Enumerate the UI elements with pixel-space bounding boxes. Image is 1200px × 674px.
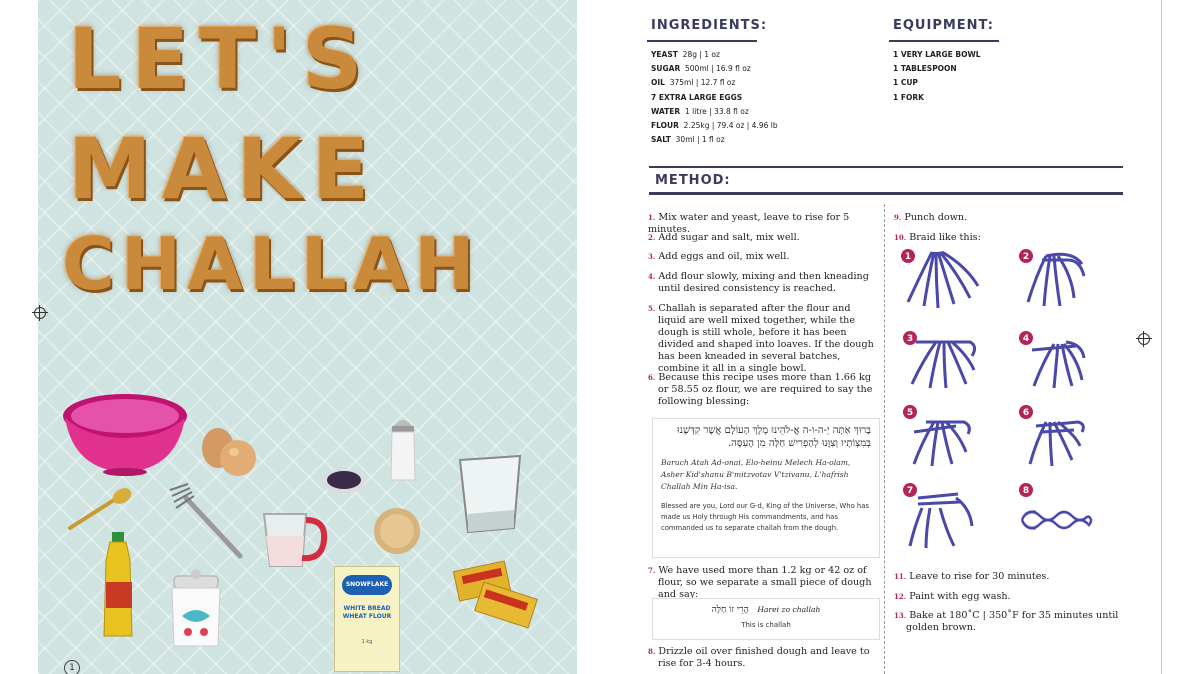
braid-number-8: 8 bbox=[1022, 486, 1030, 496]
blessing-hebrew-line-2: בְּמִצְוֹתָיו וְצִוָּנוּ לְהַפְרִישׁ חַלָּה מִן הָעִסָּה. bbox=[727, 438, 871, 449]
braid-step-1 bbox=[901, 249, 978, 308]
measuring-jug-icon bbox=[258, 506, 330, 570]
cover-panel bbox=[38, 0, 577, 674]
method-step-4: 4. Add flour slowly, mixing and then kneading until desired consistency is reached. bbox=[648, 271, 869, 294]
ingredients-rule bbox=[647, 40, 757, 42]
flour-brand: SNOWFLAKE bbox=[342, 575, 392, 595]
flour-weight: 1 kg bbox=[361, 639, 373, 645]
braid-step-3 bbox=[903, 331, 975, 388]
method-bottom-rule bbox=[649, 192, 1123, 195]
method-step-2: 2. Add sugar and salt, mix well. bbox=[648, 232, 800, 243]
method-heading: METHOD: bbox=[655, 173, 731, 188]
braid-number-7: 7 bbox=[906, 486, 914, 496]
poppy-seeds-icon bbox=[322, 468, 366, 498]
equipment-list bbox=[893, 48, 981, 105]
braid-step-7 bbox=[903, 483, 972, 548]
braid-number-3: 3 bbox=[906, 334, 914, 344]
method-step-6: 6. Because this recipe uses more than 1.66 kg or 58.55 oz flour, we are required to say the following blessing: bbox=[648, 372, 873, 407]
braid-number-6: 6 bbox=[1022, 408, 1030, 418]
method-step-7: 7. We have used more than 1.2 kg or 42 oz of flour, so we separate a small piece of dough and say: bbox=[648, 565, 872, 600]
equipment-rule bbox=[889, 40, 999, 42]
equipment-item: 1 VERY LARGE BOWL bbox=[893, 50, 981, 59]
ingredient-item: YEAST 28g | 1 oz bbox=[651, 50, 720, 59]
title-line-3: CHALLAH bbox=[62, 222, 481, 306]
method-step-5: 5. Challah is separated after the flour and liquid are well mixed together, while the dough is still whole, before it has been divided and shaped into loaves. If the dough has been kneaded in several batches, combine it all in a single bowl. bbox=[648, 303, 874, 374]
method-step-1: 1. Mix water and yeast, leave to rise for 5 minutes. bbox=[648, 212, 850, 235]
equipment-item: 1 TABLESPOON bbox=[893, 64, 957, 74]
harei-box bbox=[652, 598, 880, 640]
page-number: 1 bbox=[64, 660, 80, 674]
page-edge bbox=[1161, 0, 1162, 674]
title-line-2: MAKE bbox=[68, 120, 380, 218]
eggs-icon bbox=[198, 424, 264, 480]
method-step-12: 12. Paint with egg wash. bbox=[894, 591, 1011, 602]
flour-name: WHITE BREAD WHEAT FLOUR bbox=[342, 605, 392, 620]
salt-shaker-icon bbox=[388, 414, 418, 484]
harei-english: This is challah bbox=[741, 621, 791, 629]
braid-number-2: 2 bbox=[1022, 252, 1030, 262]
bowl-icon bbox=[62, 392, 188, 476]
ingredients-list bbox=[651, 48, 778, 147]
ingredient-item: OIL 375ml | 12.7 fl oz bbox=[651, 78, 736, 88]
ingredient-item: 7 EXTRA LARGE EGGS bbox=[651, 92, 743, 102]
equipment-heading: EQUIPMENT: bbox=[893, 18, 994, 33]
harei-hebrew: הֲרֵי זוֹ חַלָּה bbox=[711, 605, 749, 615]
ingredient-item: SUGAR 500ml | 16.9 fl oz bbox=[651, 64, 751, 74]
braid-diagram bbox=[896, 246, 1136, 560]
harei-line bbox=[653, 599, 879, 615]
blessing-hebrew-line-1: בָּרוּךְ אַתָּה יְ-ה-ו-ה אֱ-לֹהֵינוּ מֶלֶךְ הָעוֹלָם אֲשֶׁר קִדְּשָׁנוּ bbox=[677, 425, 871, 436]
method-step-11: 11. Leave to rise for 30 minutes. bbox=[894, 571, 1050, 582]
flour-bag-icon bbox=[334, 566, 400, 672]
method-step-3: 3. Add eggs and oil, mix well. bbox=[648, 251, 790, 262]
braid-step-8 bbox=[1019, 483, 1091, 528]
method-step-13: 13. Bake at 180˚C | 350˚F for 35 minutes until golden brown. bbox=[894, 610, 1119, 633]
harei-transliteration: Harei zo challah bbox=[757, 605, 821, 614]
method-step-9: 9. Punch down. bbox=[894, 212, 968, 223]
sugar-jar-icon bbox=[168, 568, 224, 648]
title-line-1: LET'S bbox=[68, 10, 373, 108]
ingredients-heading: INGREDIENTS: bbox=[651, 18, 768, 33]
equipment-item: 1 FORK bbox=[893, 92, 924, 102]
registration-mark-icon bbox=[1138, 333, 1150, 345]
braid-number-5: 5 bbox=[906, 408, 914, 418]
spoon-icon bbox=[66, 486, 136, 532]
ingredient-item: FLOUR 2.25kg | 79.4 oz | 4.96 lb bbox=[651, 121, 778, 131]
fork-icon bbox=[166, 480, 246, 560]
yeast-packets-icon bbox=[448, 560, 540, 632]
glass-icon bbox=[456, 452, 524, 534]
equipment-item: 1 CUP bbox=[893, 78, 918, 88]
registration-mark-icon bbox=[34, 307, 46, 319]
braid-number-4: 4 bbox=[1022, 334, 1030, 344]
ingredient-item: SALT 30ml | 1 fl oz bbox=[651, 135, 725, 145]
blessing-box bbox=[652, 418, 880, 558]
sesame-seeds-icon bbox=[372, 506, 422, 556]
method-step-8: 8. Drizzle oil over finished dough and leave to rise for 3-4 hours. bbox=[648, 646, 870, 669]
blessing-english: Blessed are you, Lord our G-d, King of the Universe, Who has made us Holy through His commandments, and has commanded us to separate challah from the dough. bbox=[661, 502, 869, 532]
method-step-10: 10. Braid like this: bbox=[894, 232, 981, 243]
blessing-transliteration: Baruch Atah Ad-onai, Elo-heinu Melech Ha-olam, Asher Kid'shanu B'mitzvotav V'tzivanu, L'hafrish Challah Min Ha-isa. bbox=[661, 458, 851, 491]
ingredient-item: WATER 1 litre | 33.8 fl oz bbox=[651, 106, 749, 116]
oil-bottle-icon bbox=[98, 532, 138, 640]
method-top-rule bbox=[649, 166, 1123, 168]
braid-number-1: 1 bbox=[904, 252, 912, 262]
